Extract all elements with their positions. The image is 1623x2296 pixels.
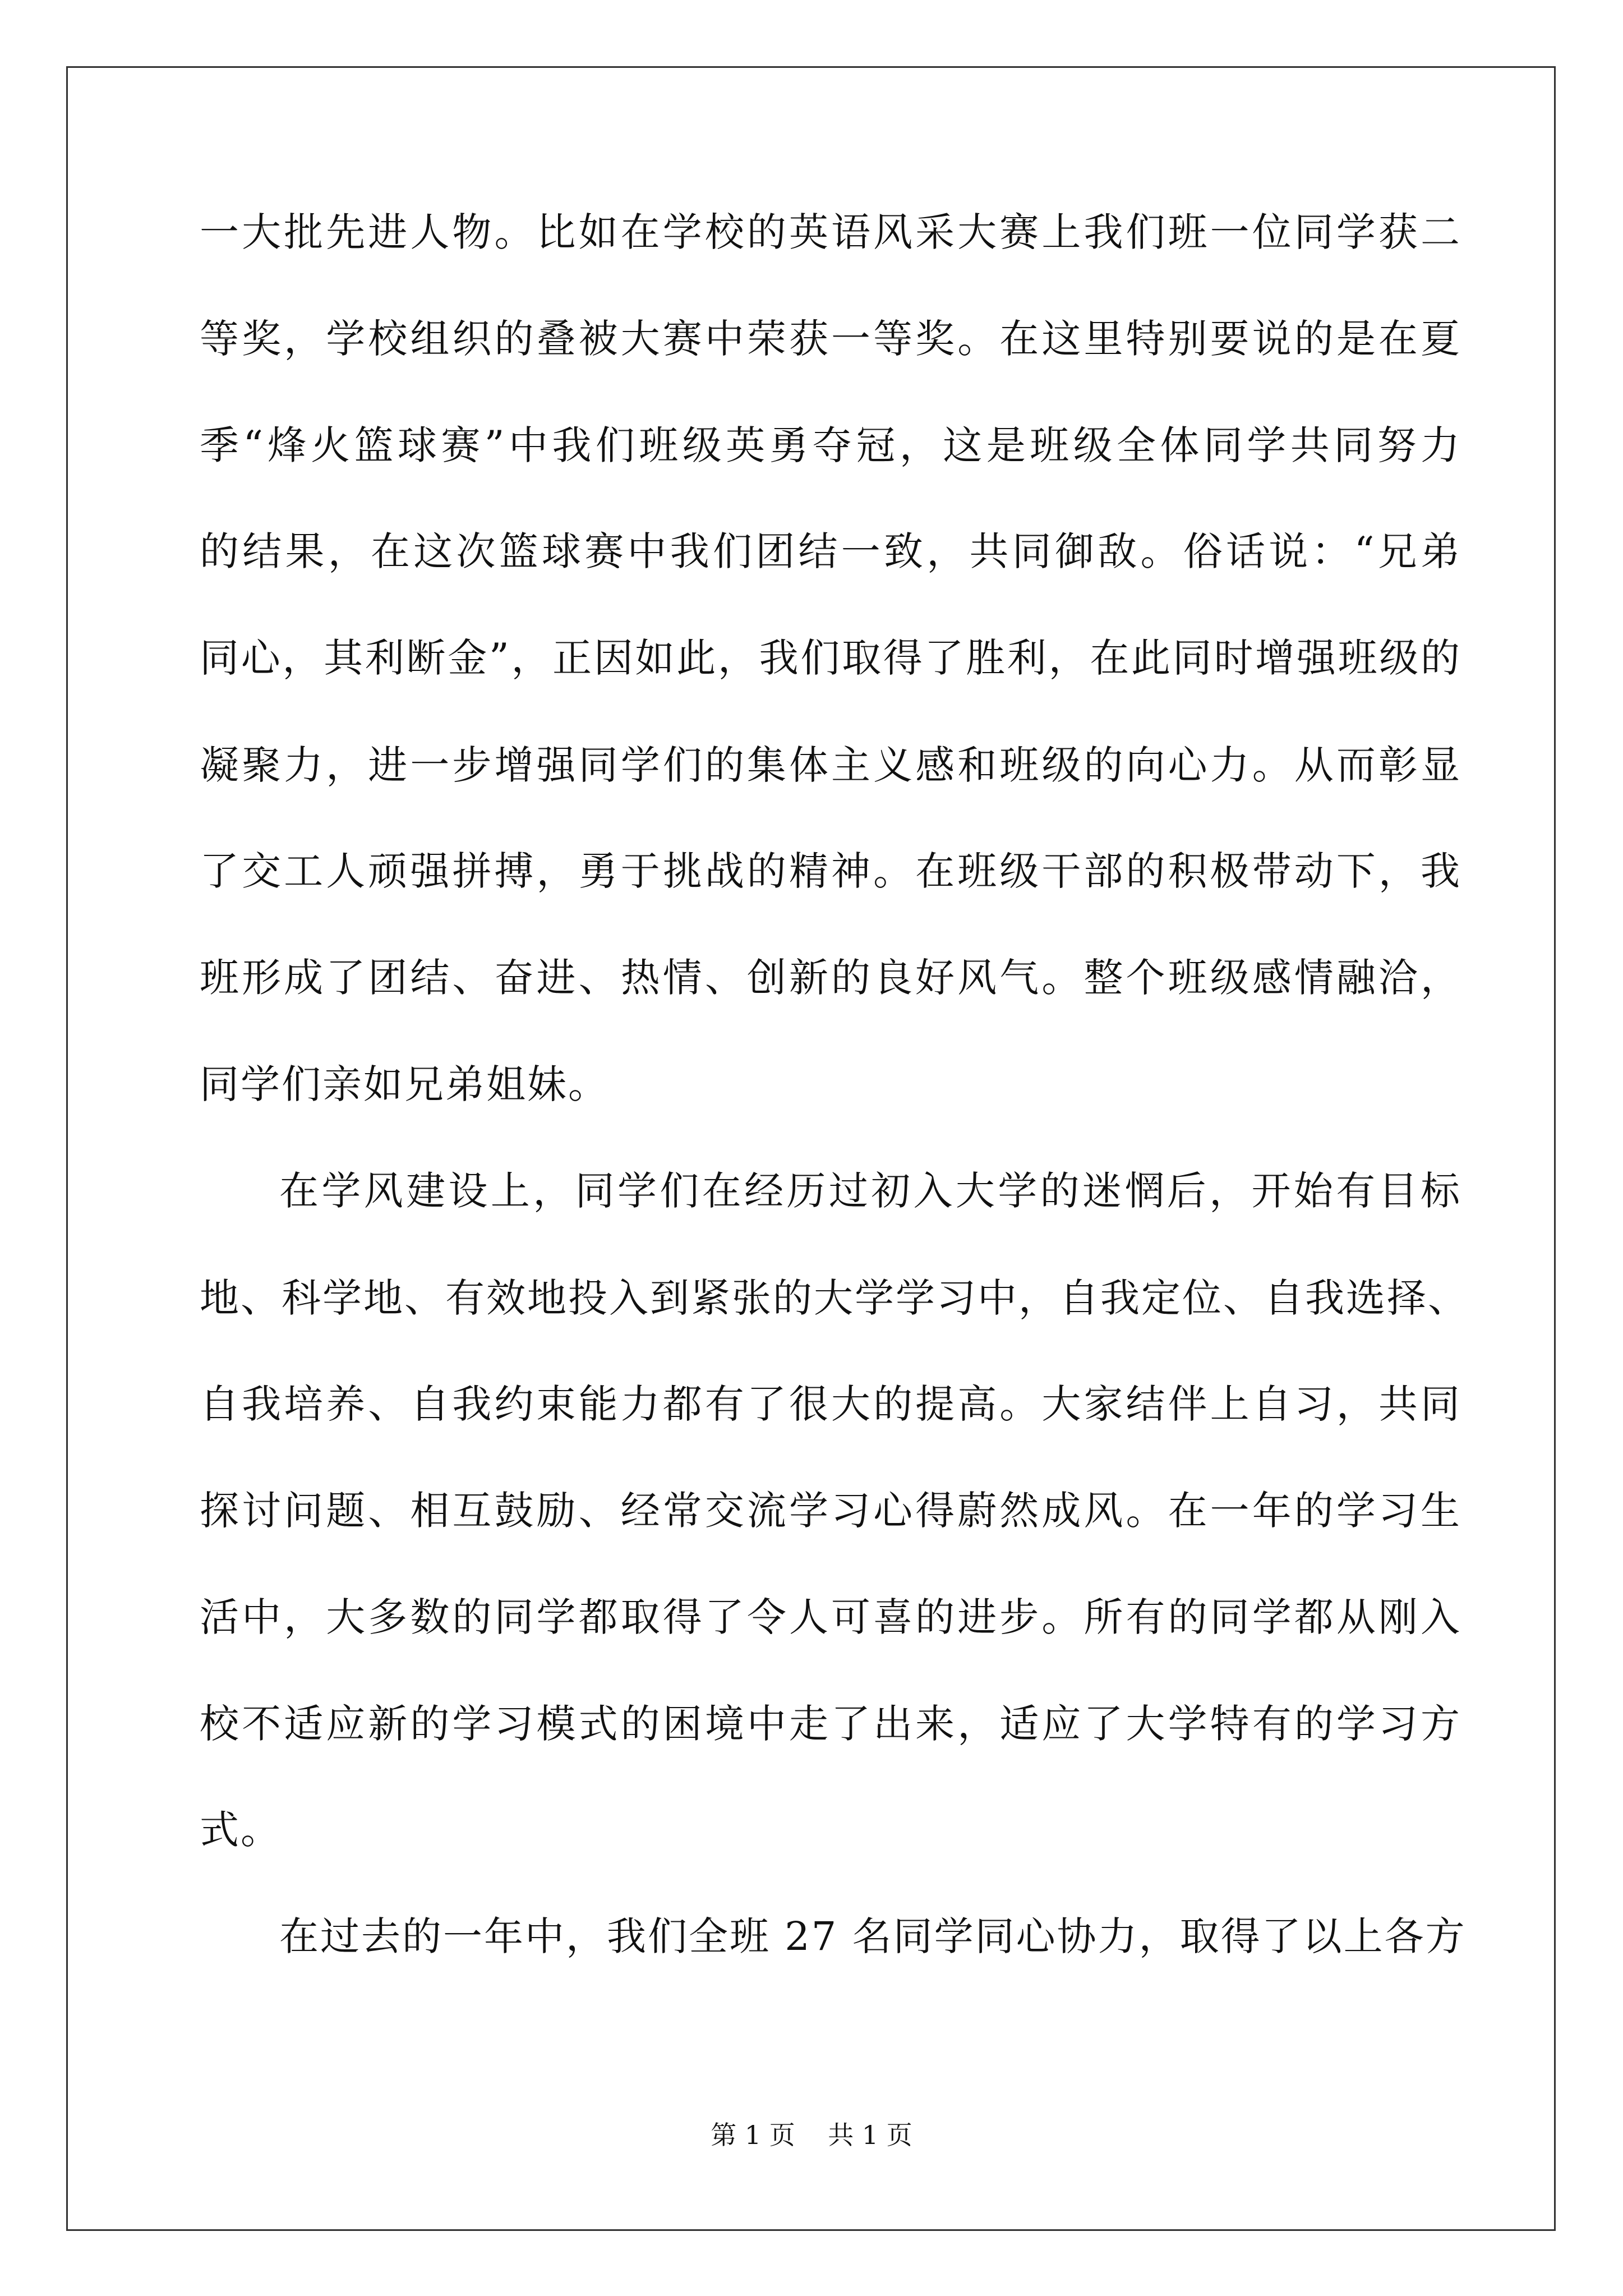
- text-line: 在过去的一年中，我们全班 27 名同学同心协力，取得了以上各方: [279, 1913, 1467, 1959]
- text-line: 同学们亲如兄弟姐妹。: [200, 1061, 609, 1107]
- text-line: 季“烽火篮球赛”中我们班级英勇夺冠，这是班级全体同学共同努力: [200, 422, 1461, 468]
- text-line: 同心，其利断金”，正因如此，我们取得了胜利，在此同时增强班级的: [200, 635, 1461, 681]
- text-line: 等奖，学校组织的叠被大赛中荣获一等奖。在这里特别要说的是在夏: [200, 316, 1461, 362]
- page-footer: 第 1 页 共 1 页: [711, 2120, 912, 2150]
- text-line: 活中，大多数的同学都取得了令人可喜的进步。所有的同学都从刚入: [200, 1594, 1461, 1640]
- text-line: 校不适应新的学习模式的困境中走了出来，适应了大学特有的学习方: [200, 1701, 1461, 1747]
- text-line: 探讨问题、相互鼓励、经常交流学习心得蔚然成风。在一年的学习生: [200, 1488, 1461, 1534]
- text-line: 凝聚力，进一步增强同学们的集体主义感和班级的向心力。从而彰显: [200, 742, 1461, 788]
- text-line: 一大批先进人物。比如在学校的英语风采大赛上我们班一位同学获二: [200, 209, 1461, 255]
- text-line: 地、科学地、有效地投入到紧张的大学学习中，自我定位、自我选择、: [200, 1275, 1469, 1321]
- text-line: 的结果，在这次篮球赛中我们团结一致，共同御敌。俗话说：“兄弟: [200, 528, 1461, 574]
- text-line: 自我培养、自我约束能力都有了很大的提高。大家结伴上自习，共同: [200, 1381, 1461, 1427]
- text-line: 式。: [200, 1807, 282, 1853]
- text-line: 在学风建设上，同学们在经历过初入大学的迷惘后，开始有目标: [279, 1168, 1461, 1214]
- text-line: 了交工人顽强拼搏，勇于挑战的精神。在班级干部的积极带动下，我: [200, 848, 1461, 894]
- text-line: 班形成了团结、奋进、热情、创新的良好风气。整个班级感情融洽，: [200, 955, 1461, 1001]
